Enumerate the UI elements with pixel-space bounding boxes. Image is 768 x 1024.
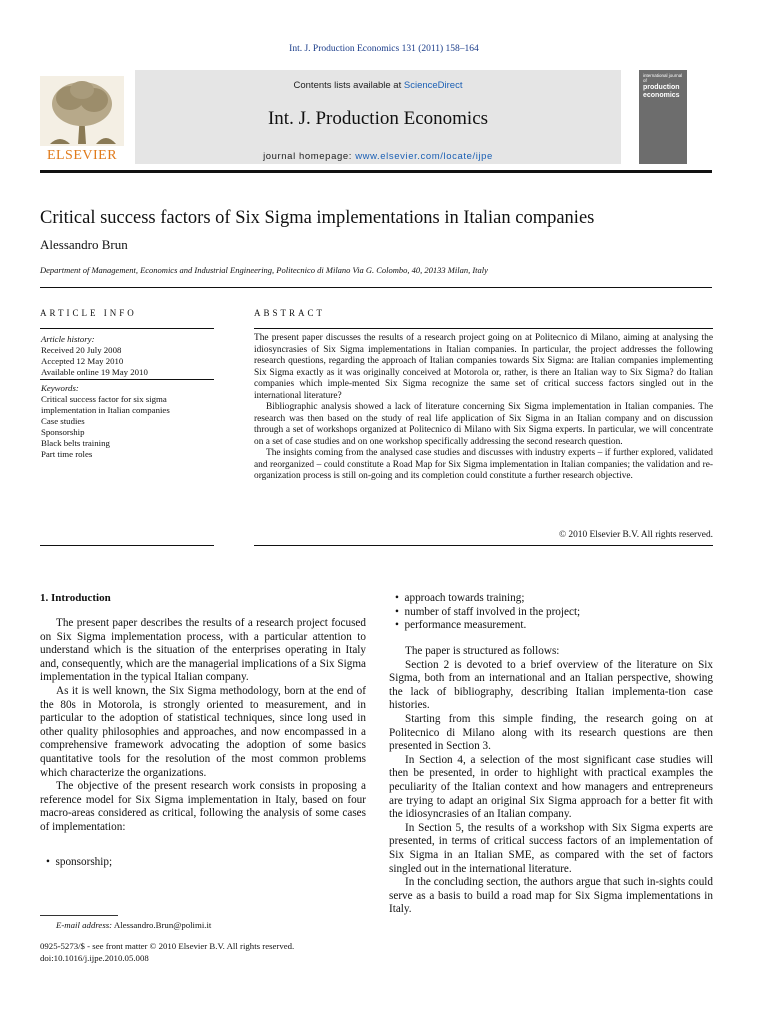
title-divider (40, 287, 712, 288)
bullet-list (395, 592, 713, 633)
abstract-body: The present paper discusses the results of a research project going on at Politecnico di Milano, aiming at analysing the idiosyncrasies of Six Sigma implementations in Italian companies. In particular, the project addresses the following research questions, regarding the approach of Italian companies towards Six Sigma: are Italian companies implementing Six Sigma exactly as it was originally conceived at Motorola or, rather, is there an Italian way to Six Sigma? do Italian companies which imple-mented Six Sigma recognize the same set of critical success factors singled out in the international literature? Bibliographic analysis showed a lack of literature concerning Six Sigma implementation in Italian companies. The research was then based on the study of real life application of Six Sigma in an Italian company and on discussion through a set of workshops organized at Politecnico di Milano with Six Sigma experts. In particular, we will concentrate on a set of case studies and on one workshop specifically addressing the second research question. The insights coming from the analysed case studies and discusses with industry experts – if further explored, validated and reorganized – could constitute a Road Map for Six Sigma implementation in Italian companies; the validation and re-organization process is still on-going and its completion could constitute a further research objective. (254, 333, 713, 481)
article-title: Critical success factors of Six Sigma implementations in Italian companies (40, 208, 595, 228)
author-email: E-mail address: Alessandro.Brun@polimi.it (56, 920, 212, 930)
contents-line: Contents lists available at ScienceDirect (293, 80, 463, 91)
journal-cover-thumbnail: international journal of production economics (639, 70, 687, 164)
article-info-divider (40, 328, 214, 329)
journal-header (135, 70, 621, 164)
bullet-item: • performance measurement. (395, 619, 527, 632)
front-matter-line: 0925-5273/$ - see front matter © 2010 Elsevier B.V. All rights reserved. (40, 941, 295, 951)
introduction-right-column: The paper is structured as follows: Section 2 is devoted to a brief overview of the literature on Six Sigma, both from an international and an Italian perspective, showing the lack of bibliography, describing Italian implementa-tion case histories. Starting from this simple finding, the research going on at Politecnico di Milano along with its research questions are then presented in Section 3. In Section 4, a selection of the most significant case studies will then be presented, in order to highlight with practical examples the peculiarity of the Italian context and how managers and entrepreneurs are trying to adapt an original Six Sigma approach for a better fit with the idiosyncrasies of an Italian company. In Section 5, the results of a workshop with Six Sigma experts are presented, in terms of critical success factors of an implementation of Six Sigma in an Italian SME, as compared with the set of factors singled out in the international literature. In the concluding section, the authors argue that such in-sights could serve as a basis to build a road map for Six Sigma implementations in Italy. (389, 645, 713, 916)
abstract-copyright: © 2010 Elsevier B.V. All rights reserved. (558, 530, 713, 540)
abstract-label: ABSTRACT (254, 308, 326, 318)
bullet-icon: • (46, 856, 56, 868)
author-affiliation: Department of Management, Economics and Industrial Engineering, Politecnico di Milano Via G. Colombo, 40, 20133 Milan, Italy (40, 265, 488, 275)
article-info-end-divider (40, 545, 214, 546)
doi-line[interactable]: doi:10.1016/j.ijpe.2010.05.008 (40, 953, 149, 963)
bullet-item: • approach towards training; (395, 592, 525, 604)
abstract-divider (254, 328, 713, 329)
homepage-link[interactable]: www.elsevier.com/locate/ijpe (355, 151, 493, 162)
elsevier-wordmark: ELSEVIER (46, 148, 118, 163)
abstract-end-divider (254, 545, 713, 546)
author-name[interactable]: Alessandro Brun (40, 237, 128, 252)
keywords-divider (40, 379, 214, 380)
article-info-label: ARTICLE INFO (40, 308, 137, 318)
email-link[interactable]: Alessandro.Brun@polimi.it (113, 920, 212, 930)
article-history: Article history: Received 20 July 2008 Accepted 12 May 2010 Available online 19 May 2010 (41, 334, 148, 377)
bullet-item: • number of staff involved in the project; (395, 605, 581, 618)
introduction-left-column: The present paper describes the results of a research project focused on Six Sigma implementation process, with a particular attention to understand which is the situation of the enterprises operating in Italy and, consequently, which are the managerial implications of a Six Sigma implementation in the typical Italian company. As it is well known, the Six Sigma methodology, born at the end of the 80s in Motorola, is strongly oriented to measurement, and in particular to the adoption of statistical techniques, since long used in other quality philosophies and approaches, and now encompassed in a comprehensive framework advocating the adoption of some basics quantitative tools for the resolution of the most common problems which characterize the organizations. The objective of the present research work consists in proposing a reference model for Six Sigma implementation in Italy, based on four macro-areas considered as critical, following the analysis of some cases of implementation: (40, 617, 366, 833)
bullet-icon: • (395, 592, 405, 604)
bullet-icon: • (395, 605, 405, 618)
journal-homepage: journal homepage: www.elsevier.com/locate/ijpe (263, 151, 493, 162)
keywords: Keywords: Critical success factor for six sigma implementation in Italian companies Case studies Sponsorship Black belts training Part time roles (41, 383, 170, 459)
journal-citation[interactable]: Int. J. Production Economics 131 (2011) 158–164 (289, 44, 479, 54)
bullet-icon: • (395, 619, 405, 632)
bullet-item: • sponsorship; (46, 856, 113, 868)
journal-title: Int. J. Production Economics (267, 108, 489, 129)
header-divider (40, 170, 712, 173)
footnote-divider (40, 915, 118, 916)
sciencedirect-link[interactable]: ScienceDirect (403, 80, 463, 91)
section-heading-introduction: 1. Introduction (40, 592, 111, 604)
